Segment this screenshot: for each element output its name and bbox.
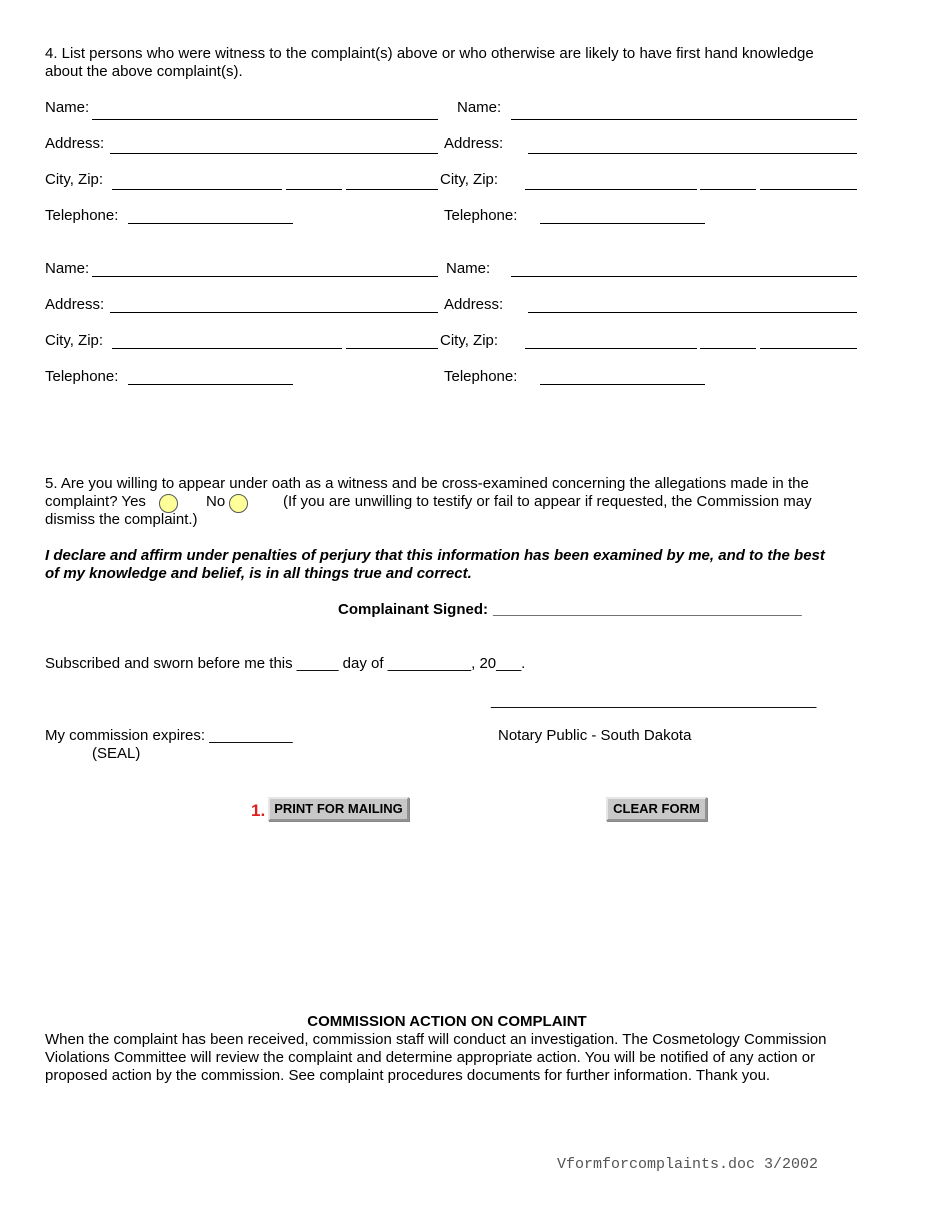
w3-name-field[interactable] (92, 276, 438, 277)
complainant-signature-field[interactable]: _____________________________________ (493, 601, 802, 618)
w2-name-label: Name: (457, 99, 502, 116)
footer-filename: Vformforcomplaints.doc 3/2002 (557, 1156, 819, 1173)
section-5-line1: 5. Are you willing to appear under oath as a witness and be cross-examined concerning the allegations made in the (45, 475, 809, 492)
w2-zip-field[interactable] (760, 189, 857, 190)
w2-state-field[interactable] (700, 189, 756, 190)
w3-cityzip-label: City, Zip: (45, 332, 104, 349)
w3-telephone-field[interactable] (128, 384, 293, 385)
w4-cityzip-label: City, Zip: (440, 332, 499, 349)
complainant-signed-label: Complainant Signed: (338, 601, 488, 618)
w4-state-field[interactable] (700, 348, 756, 349)
w1-city-field[interactable] (112, 189, 282, 190)
step-number: 1. (251, 801, 266, 820)
commission-action-title: COMMISSION ACTION ON COMPLAINT (307, 1013, 587, 1030)
clear-form-button[interactable]: CLEAR FORM (606, 797, 707, 821)
section-5-line3: dismiss the complaint.) (45, 511, 198, 528)
w4-telephone-label: Telephone: (444, 368, 518, 385)
section-5-yes-label: complaint? Yes (45, 493, 146, 510)
w4-address-field[interactable] (528, 312, 857, 313)
section-4-intro: 4. List persons who were witness to the complaint(s) above or who otherwise are likely to have first hand knowledge about the above complaint(s). (45, 45, 814, 80)
w1-name-label: Name: (45, 99, 90, 116)
w4-name-field[interactable] (511, 276, 857, 277)
w2-telephone-field[interactable] (540, 223, 705, 224)
w4-city-field[interactable] (525, 348, 697, 349)
notary-public-label: Notary Public - South Dakota (498, 727, 692, 744)
commission-action-body: When the complaint has been received, commission staff will conduct an investigation. The Cosmetology Commission Violations Committee will review the complaint and determine appropriate action. You will be notified of any action or proposed action by the commission. See complaint procedures documents for further information. Thank you. (45, 1031, 827, 1084)
w1-cityzip-label: City, Zip: (45, 171, 104, 188)
w2-address-field[interactable] (528, 153, 857, 154)
w4-zip-field[interactable] (760, 348, 857, 349)
w3-telephone-label: Telephone: (45, 368, 119, 385)
w1-name-field[interactable] (92, 119, 438, 120)
w1-zip-field[interactable] (346, 189, 438, 190)
w3-city-field[interactable] (112, 348, 342, 349)
w1-telephone-label: Telephone: (45, 207, 119, 224)
section-5-no-label: No (206, 493, 226, 510)
w2-address-label: Address: (444, 135, 504, 152)
w1-address-label: Address: (45, 135, 105, 152)
w2-telephone-label: Telephone: (444, 207, 518, 224)
commission-expires: My commission expires: __________ (45, 727, 293, 744)
notary-signature-line: _______________________________________ (491, 692, 817, 709)
w4-address-label: Address: (444, 296, 504, 313)
section-5-note: (If you are unwilling to testify or fail to appear if requested, the Commission may (283, 493, 812, 510)
w1-telephone-field[interactable] (128, 223, 293, 224)
w3-zip-field[interactable] (346, 348, 438, 349)
w3-name-label: Name: (45, 260, 90, 277)
seal-label: (SEAL) (92, 745, 141, 762)
sworn-statement: Subscribed and sworn before me this _____ day of __________, 20___. (45, 655, 526, 672)
no-radio[interactable] (229, 494, 248, 513)
declaration: I declare and affirm under penalties of perjury that this information has been examined by me, and to the best of my knowledge and belief, is in all things true and correct. (45, 547, 825, 582)
w3-address-label: Address: (45, 296, 105, 313)
w1-state-field[interactable] (286, 189, 342, 190)
w2-cityzip-label: City, Zip: (440, 171, 499, 188)
w3-address-field[interactable] (110, 312, 438, 313)
w4-telephone-field[interactable] (540, 384, 705, 385)
w2-name-field[interactable] (511, 119, 857, 120)
w1-address-field[interactable] (110, 153, 438, 154)
print-for-mailing-button[interactable]: PRINT FOR MAILING (268, 797, 409, 821)
w2-city-field[interactable] (525, 189, 697, 190)
w4-name-label: Name: (446, 260, 491, 277)
